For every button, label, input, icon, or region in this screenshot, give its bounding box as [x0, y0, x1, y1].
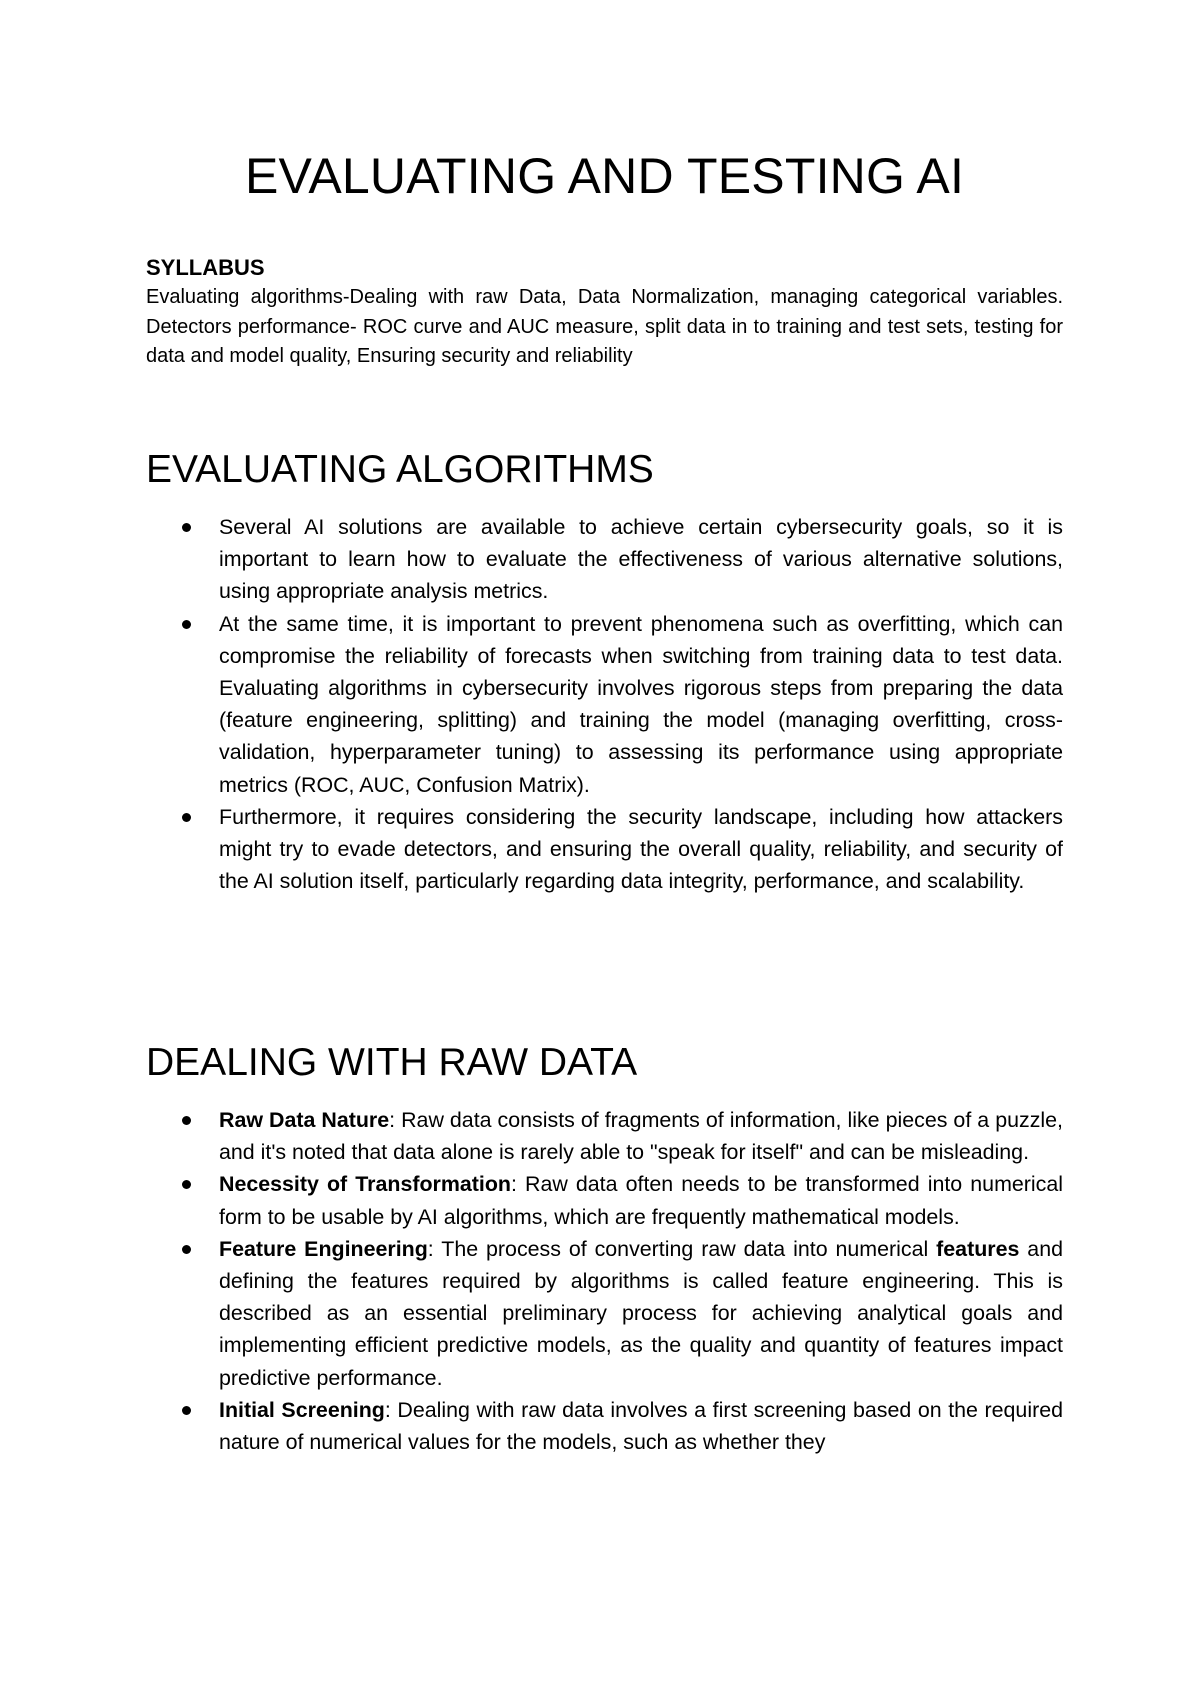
bullet-dot-icon [182, 620, 191, 629]
list-item [146, 1233, 1063, 1394]
list-item [146, 1394, 1063, 1458]
bullet-dot-icon [182, 813, 191, 822]
list-item [146, 1168, 1063, 1232]
list-item-text: Several AI solutions are available to achieve certain cybersecurity goals, so it is important to learn how to evaluate the effectiveness of various alternative solutions, using appropriate analysis metrics. [219, 515, 1063, 604]
section-heading: EVALUATING ALGORITHMS [146, 448, 654, 491]
section-evaluating-algorithms [146, 447, 1063, 897]
list-item-text: At the same time, it is important to prevent phenomena such as overfitting, which can compromise the reliability of forecasts when switching from training data to test data. Evaluating algorithms in cybersecurity involves rigorous steps from preparing the data (feature engineering, splitting) and training the model (managing overfitting, cross-validation, hyperparameter tuning) to assessing its performance using appropriate metrics (ROC, AUC, Confusion Matrix). [219, 611, 1063, 797]
list-item-text: Furthermore, it requires considering the security landscape, including how attackers might try to evade detectors, and ensuring the overall quality, reliability, and security of the AI solution itself, particularly regarding data integrity, performance, and scalability. [219, 804, 1063, 894]
bullet-dot-icon [182, 1245, 191, 1254]
list-item-term: Initial Screening [219, 1397, 385, 1422]
bullet-dot-icon [182, 1116, 191, 1125]
list-item-inline-bold: features [936, 1236, 1020, 1261]
bullet-list [146, 1104, 1063, 1458]
syllabus-block [146, 253, 1063, 372]
bullet-dot-icon [182, 1406, 191, 1415]
syllabus-heading: SYLLABUS [146, 255, 265, 280]
bullet-dot-icon [182, 523, 191, 532]
bullet-dot-icon [182, 1180, 191, 1189]
list-item-text: and defining the features required by algorithms is called feature engineering. This is described as an essential preliminary process for achieving analytical goals and implementing efficient predictive models, as the quality and quantity of features impact predictive performance. [219, 1236, 1063, 1390]
list-item-term: Feature Engineering [219, 1236, 428, 1261]
list-item-term: Raw Data Nature [219, 1108, 390, 1132]
list-item-text: : Dealing with raw data involves a first screening based on the required nature of numerical values for the models, such as whether they [219, 1397, 1063, 1455]
list-item [146, 1104, 1063, 1168]
list-item [146, 511, 1063, 608]
section-heading: DEALING WITH RAW DATA [146, 1041, 638, 1084]
list-item-term: Necessity of Transformation [219, 1172, 511, 1197]
section-dealing-with-raw-data [146, 1040, 1063, 1458]
list-item-text: : Raw data often needs to be transformed into numerical form to be usable by AI algorithms, which are frequently mathematical models. [219, 1172, 1063, 1229]
list-item [146, 801, 1063, 898]
document-title: EVALUATING AND TESTING AI [244, 148, 965, 204]
list-item-text: : Raw data consists of fragments of information, like pieces of a puzzle, and it's noted that data alone is rarely able to "speak for itself" and can be misleading. [219, 1108, 1063, 1165]
list-item [146, 608, 1063, 801]
syllabus-text: Evaluating algorithms-Dealing with raw Data, Data Normalization, managing categorical variables. Detectors performance- ROC curve and AUC measure, split data in to training and test sets, testing for data and model quality, Ensuring security and reliability [146, 286, 1063, 367]
list-item-text: : The process of converting raw data into numerical [427, 1236, 937, 1261]
bullet-list [146, 511, 1063, 897]
